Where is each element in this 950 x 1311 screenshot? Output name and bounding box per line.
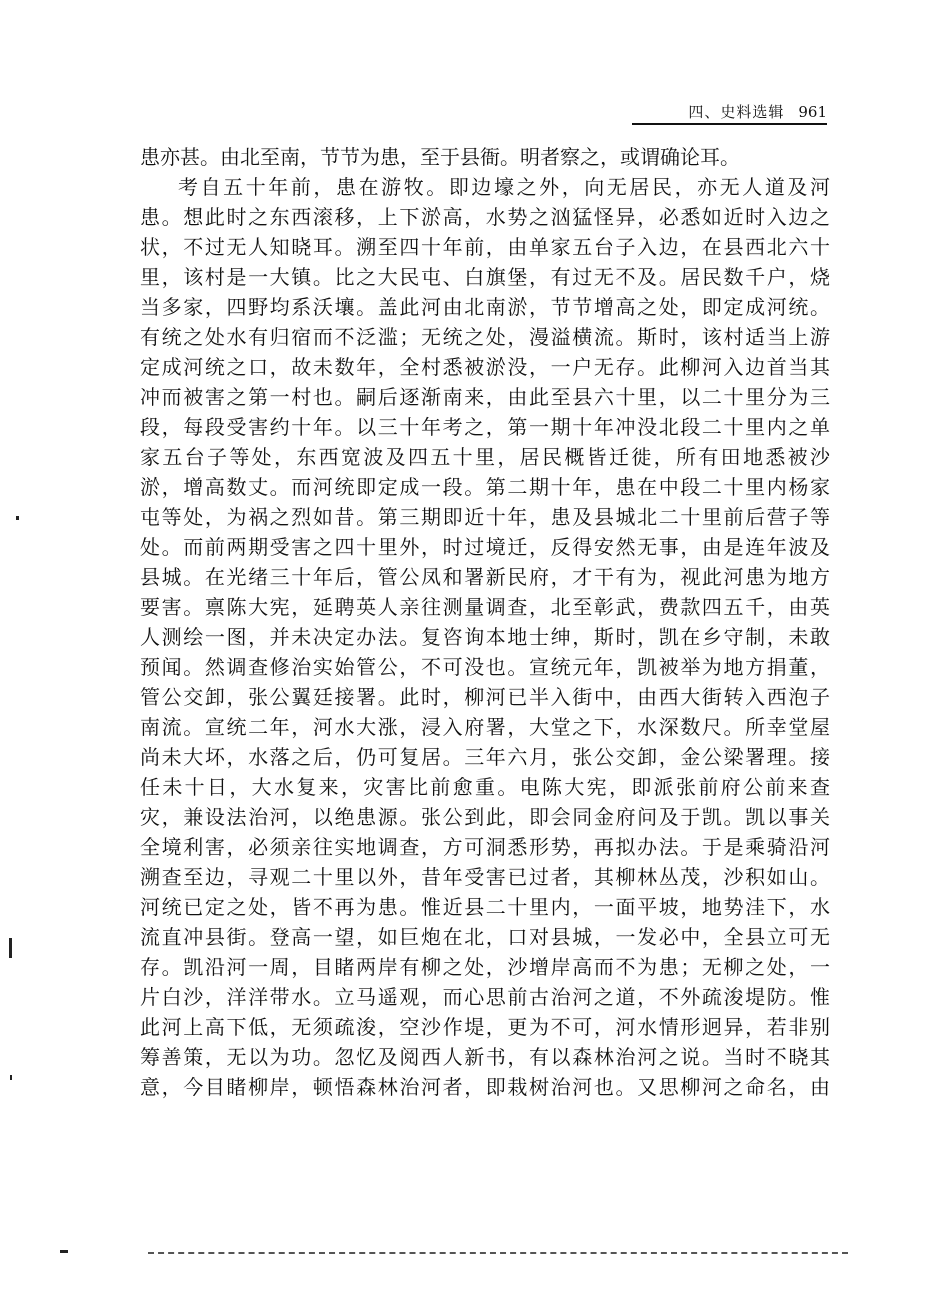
text-line: 溯查至边，寻观二十里以外，昔年受害已过者，其柳林丛茂，沙积如山。	[140, 865, 830, 889]
text-line: 河统已定之处，皆不再为患。惟近县二十里内，一面平坡，地势洼下，水	[140, 895, 830, 919]
text-line: 冲而被害之第一村也。嗣后逐渐南来，由此至县六十里，以二十里分为三	[140, 385, 830, 409]
text-line: 患。想此时之东西滚移，上下淤高，水势之汹猛怪异，必悉如近时入边之	[140, 205, 830, 229]
scan-speck	[16, 516, 19, 520]
text-line: 流直冲县街。登高一望，如巨炮在北，口对县城，一发必中，全县立可无	[140, 925, 830, 949]
text-line: 段，每段受害约十年。以三十年考之，第一期十年冲没北段二十里内之单	[140, 415, 830, 439]
text-line: 里，该村是一大镇。比之大民屯、白旗堡，有过无不及。居民数千户，烧	[140, 265, 830, 289]
text-line: 意，今目睹柳岸，顿悟森林治河者，即栽树治河也。又思柳河之命名，由	[140, 1075, 830, 1099]
text-line: 任未十日，大水复来，灾害比前愈重。电陈大宪，即派张前府公前来查	[140, 775, 830, 799]
text-line: 尚未大坏，水落之后，仍可复居。三年六月，张公交卸，金公梁署理。接	[140, 745, 830, 769]
text-line: 预闻。然调查修治实始管公，不可没也。宣统元年，凯被举为地方捐董，	[140, 655, 830, 679]
running-header	[632, 101, 827, 125]
text-line: 屯等处，为祸之烈如昔。第三期即近十年，患及县城北二十里前后营子等	[140, 505, 830, 529]
text-line: 患亦甚。由北至南，节节为患，至于县衙。明者察之，或谓确论耳。	[140, 145, 740, 169]
text-line: 片白沙，洋洋带水。立马遥观，而心思前古治河之道，不外疏浚堤防。惟	[140, 985, 830, 1009]
text-line: 要害。禀陈大宪，延聘英人亲往测量调查，北至彰武，费款四五千，由英	[140, 595, 830, 619]
text-line: 南流。宣统二年，河水大涨，浸入府署，大堂之下，水深数尺。所幸堂屋	[140, 715, 830, 739]
text-line: 状，不过无人知晓耳。溯至四十年前，由单家五台子入边，在县西北六十	[140, 235, 830, 259]
text-line: 有统之处水有归宿而不泛滥；无统之处，漫溢横流。斯时，该村适当上游	[140, 325, 830, 349]
text-line: 县城。在光绪三十年后，管公凤和署新民府，才干有为，视此河患为地方	[140, 565, 830, 589]
body-text	[140, 142, 830, 1102]
text-line: 此河上高下低，无须疏浚，空沙作堤，更为不可，河水情形迥异，若非别	[140, 1015, 830, 1039]
text-line: 处。而前两期受害之四十里外，时过境迁，反得安然无事，由是连年波及	[140, 535, 830, 559]
footer-rule	[148, 1252, 848, 1254]
text-line: 存。凯沿河一周，目睹两岸有柳之处，沙增岸高而不为患；无柳之处，一	[140, 955, 830, 979]
text-line: 家五台子等处，东西宽波及四五十里，居民概皆迁徙，所有田地悉被沙	[140, 445, 830, 469]
text-line: 淤，增高数丈。而河统即定成一段。第二期十年，患在中段二十里内杨家	[140, 475, 830, 499]
section-title: 四、史料选辑	[688, 103, 785, 121]
text-line: 当多家，四野均系沃壤。盖此河由北南淤，节节增高之处，即定成河统。	[140, 295, 830, 319]
scan-speck	[9, 938, 12, 958]
text-line: 定成河统之口，故未数年，全村悉被淤没，一户无存。此柳河入边首当其	[140, 355, 830, 379]
scan-speck	[10, 1075, 12, 1080]
text-line: 人测绘一图，并未决定办法。复咨询本地士绅，斯时，凯在乡守制，未敢	[140, 625, 830, 649]
text-line: 考自五十年前，患在游牧。即边壕之外，向无居民，亦无人道及河	[178, 175, 830, 199]
page-number: 961	[798, 103, 827, 121]
text-line: 全境利害，必须亲往实地调查，方可洞悉形势，再拟办法。于是乘骑沿河	[140, 835, 830, 859]
text-line: 管公交卸，张公翼廷接署。此时，柳河已半入街中，由西大街转入西泡子	[140, 685, 830, 709]
text-line: 筹善策，无以为功。忽忆及阅西人新书，有以森林治河之说。当时不晓其	[140, 1045, 830, 1069]
scan-speck	[60, 1250, 68, 1253]
text-line: 灾，兼设法治河，以绝患源。张公到此，即会同金府问及于凯。凯以事关	[140, 805, 830, 829]
